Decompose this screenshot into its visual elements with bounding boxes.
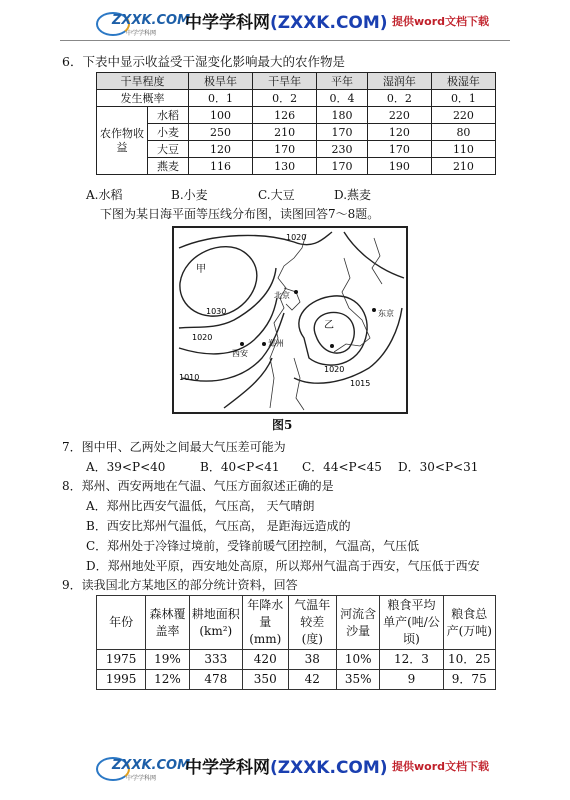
download-link[interactable]: 提供word文档下载 [392,15,490,28]
zxxk-logo-footer: ZXXK.COM 中学学科网 [96,755,176,781]
q6-stem: 6．下表中显示收益受干湿变化影响最大的农作物是 [62,54,345,69]
map-label-1020-top: 1020 [286,233,307,242]
download-link-footer[interactable]: 提供word文档下载 [392,760,490,773]
map-intro: 下图为某日海平面等压线分布图，读图回答7～8题。 [100,207,380,221]
q9-table: 年份 森林覆盖率 耕地面积(km²) 年降水量(mm) 气温年较差(度) 河流含沙量 粮食平均单产(吨/公顷) 粮食总产(万吨) 1975 19% 333 420 38 10% 12．3 10．25 1995 12% 478 350 42 35% 9 9．75 [96,595,496,690]
q6-option-d[interactable]: D.燕麦 [334,188,372,202]
map-label-jia: 甲 [196,264,206,275]
map-label-tokyo: 东京 [378,309,394,318]
q8-option-a[interactable]: A．郑州比西安气温低，气压高， 天气晴朗 [86,499,315,513]
q7-option-d[interactable]: D．30<P<31 [398,460,479,474]
q6-option-a[interactable]: A.水稻 [86,188,123,202]
q8-option-c[interactable]: C．郑州处于冷锋过境前，受锋前暖气团控制，气温高，气压低 [86,539,420,553]
map-label-1020-center: 1020 [324,365,345,374]
map-label-1015: 1015 [350,379,371,388]
map-label-1030: 1030 [206,307,227,316]
map-caption: 图5 [272,418,293,432]
page-footer [0,745,570,789]
q7-stem: 7．图中甲、乙两处之间最大气压差可能为 [62,440,286,454]
q9-stem: 9．读我国北方某地区的部分统计资料，回答 [62,578,298,592]
q8-option-b[interactable]: B．西安比郑州气温低，气压高， 是距海远造成的 [86,519,351,533]
q7-option-c[interactable]: C．44<P<45 [302,460,382,474]
q8-option-d[interactable]: D．郑州地处平原，西安地处高原，所以郑州气温高于西安，气压低于西安 [86,559,480,573]
q6-option-b[interactable]: B.小麦 [171,188,208,202]
map-label-beijing: 北京 [274,291,290,300]
map-label-xian: 西安 [232,349,248,358]
zxxk-logo: ZXXK.COM 中学学科网 [96,10,176,36]
map-label-yi: 乙 [324,320,334,331]
isobar-map-drawing [174,228,406,412]
site-title-footer: 中学学科网(ZXXK.COM) [185,758,388,778]
site-title: 中学学科网(ZXXK.COM) [185,13,388,33]
isobar-map [172,226,408,414]
page-header [0,0,570,44]
q7-option-b[interactable]: B．40<P<41 [200,460,280,474]
map-label-1010: 1010 [179,373,200,382]
q6-table: 干旱程度 极旱年 干旱年 平年 湿润年 极湿年 发生概率 0．1 0．2 0．4 0．2 0．1 农作物收益 水稻 100 126 180 220 220 小麦 250 210 170 120 80 大豆 120 170 230 170 110 燕麦 116 130 170 190 210 [96,72,496,175]
q8-stem: 8．郑州、西安两地在气温、气压方面叙述正确的是 [62,479,334,493]
map-label-zhengzhou: 郑州 [268,339,284,348]
map-label-1020-left: 1020 [192,333,213,342]
q7-option-a[interactable]: A．39<P<40 [86,460,166,474]
q6-option-c[interactable]: C.大豆 [258,188,295,202]
